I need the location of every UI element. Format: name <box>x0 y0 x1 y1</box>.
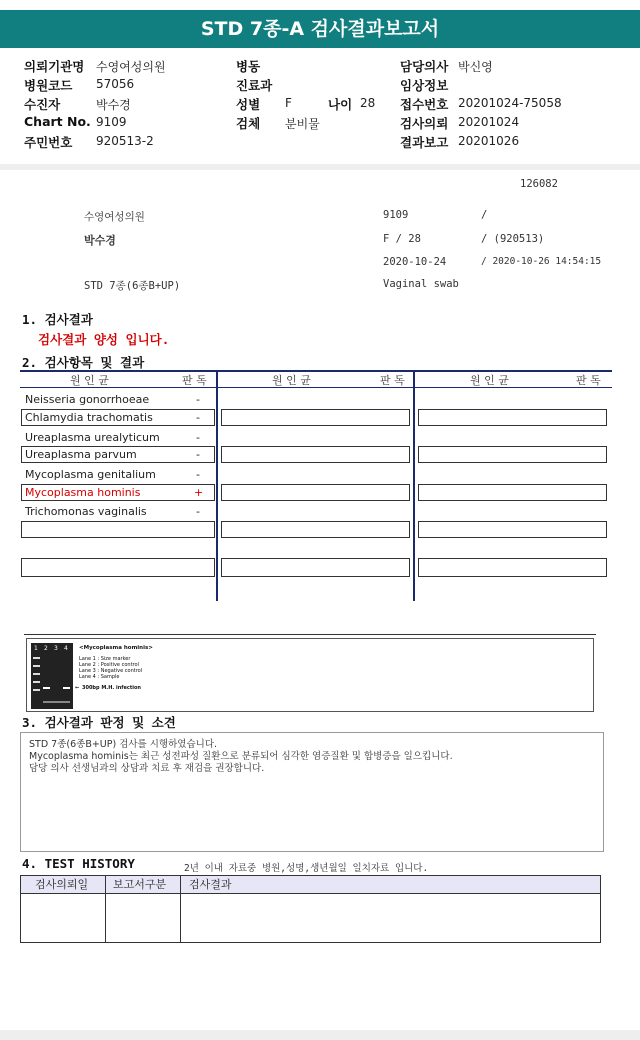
label-ward: 병동 <box>236 59 261 74</box>
label-hospital-code: 병원코드 <box>24 78 73 93</box>
item-result: - <box>196 393 200 406</box>
label-department: 진료과 <box>236 78 273 93</box>
opinion-line: Mycoplasma hominis는 최근 성전파성 질환으로 분류되어 심각한 염증질환 및 합병증을 일으킵니다. <box>29 751 453 762</box>
table-divider-1 <box>216 370 218 601</box>
value-patient: 박수경 <box>96 98 131 112</box>
value-request-date: 20201024 <box>458 115 520 129</box>
judge-header-3: 판 독 <box>576 374 601 387</box>
gel-band <box>33 681 40 683</box>
empty-row-box <box>21 521 215 538</box>
value-receipt-no: 20201024-75058 <box>458 96 562 110</box>
value-hospital: 수영여성의원 <box>96 60 166 74</box>
positive-item-result: + <box>194 486 204 499</box>
item-name: Ureaplasma urealyticum <box>25 431 160 444</box>
judge-header-2: 판 독 <box>380 374 405 387</box>
report-header <box>0 52 640 165</box>
item-name: Ureaplasma parvum <box>25 448 137 461</box>
item-name: Chlamydia trachomatis <box>25 411 153 424</box>
info-report-time: / 2020-10-26 14:54:15 <box>481 256 602 267</box>
value-chart-no: 9109 <box>96 115 127 129</box>
label-request-date: 검사의뢰 <box>400 116 449 131</box>
item-name: Mycoplasma genitalium <box>25 468 156 481</box>
label-clinical-info: 임상정보 <box>400 78 449 93</box>
info-chart: 9109 <box>383 209 409 221</box>
report-title: STD 7종-A 검사결과보고서 <box>0 10 640 48</box>
gel-band <box>43 701 70 703</box>
info-hospital: 수영여성의원 <box>84 211 145 223</box>
gel-legend: Lane 1 : Size marker <box>79 656 131 662</box>
history-col-report-type: 보고서구분 <box>113 878 167 891</box>
gel-band <box>43 687 50 689</box>
header-separator <box>0 164 640 170</box>
empty-row-box <box>418 484 607 501</box>
history-table <box>20 875 601 943</box>
info-sex-age: F / 28 <box>383 233 421 245</box>
item-result: - <box>196 431 200 444</box>
gel-band-label: 300bp M.H. infection <box>82 685 141 691</box>
label-patient: 수진자 <box>24 97 61 112</box>
gel-band <box>33 673 40 675</box>
positive-item-name: Mycoplasma hominis <box>25 486 141 499</box>
empty-row-box <box>221 446 410 463</box>
gel-legend: Lane 3 : Negative control <box>79 668 143 674</box>
info-patient: 박수경 <box>84 234 116 247</box>
info-date: 2020-10-24 <box>383 256 447 268</box>
value-age: 28 <box>360 96 376 110</box>
label-resident-no: 주민번호 <box>24 135 73 150</box>
value-resident-no: 920513-2 <box>96 134 154 148</box>
gel-legend: Lane 4 : Sample <box>79 674 120 680</box>
opinion-line: 담당 의사 선생님과의 상담과 치료 후 재검을 권장합니다. <box>29 763 265 774</box>
report-code: 126082 <box>520 178 558 190</box>
lane-number: 1 <box>34 645 38 652</box>
history-divider <box>105 876 106 942</box>
info-slash: / <box>481 209 488 221</box>
value-report-date: 20201026 <box>458 134 520 148</box>
label-chart-no: Chart No. <box>24 114 91 129</box>
value-sex: F <box>285 96 292 110</box>
history-col-request-date: 검사의뢰일 <box>35 878 89 891</box>
history-header <box>21 876 600 894</box>
gel-band <box>63 687 70 689</box>
label-receipt-no: 접수번호 <box>400 97 449 112</box>
empty-row-box <box>418 409 607 426</box>
gel-top-rule <box>24 634 596 635</box>
label-age: 나이 <box>328 97 353 112</box>
label-hospital: 의뢰기관명 <box>24 59 85 74</box>
section4-title: 4. TEST HISTORY <box>22 856 135 871</box>
section3-title: 3. 검사결과 판정 및 소견 <box>22 715 176 730</box>
value-doctor: 박신영 <box>458 60 493 74</box>
history-divider <box>180 876 181 942</box>
col-header-2: 원 인 균 <box>272 374 311 387</box>
label-specimen: 검체 <box>236 116 261 131</box>
info-test-name: STD 7종(6종B+UP) <box>84 280 181 292</box>
lane-number: 4 <box>64 645 68 652</box>
section1-title: 1. 검사결과 <box>22 312 93 327</box>
table-divider-2 <box>413 370 415 601</box>
opinion-box <box>20 732 604 852</box>
item-result: - <box>196 505 200 518</box>
lane-number: 2 <box>44 645 48 652</box>
history-note: 2년 이내 자료중 병원,성명,생년월일 일치자료 입니다. <box>184 863 429 874</box>
empty-row-box <box>221 558 410 577</box>
section2-title: 2. 검사항목 및 결과 <box>22 355 145 370</box>
empty-row-box <box>221 484 410 501</box>
empty-row-box <box>418 558 607 577</box>
gel-figure <box>26 638 594 712</box>
label-sex: 성별 <box>236 97 261 112</box>
item-name: Trichomonas vaginalis <box>25 505 147 518</box>
gel-title: <Mycoplasma hominis> <box>79 645 153 651</box>
empty-row-box <box>418 521 607 538</box>
empty-row-box <box>418 446 607 463</box>
gel-arrow: ← <box>75 685 80 691</box>
empty-row-box <box>221 521 410 538</box>
positive-result-text: 검사결과 양성 입니다. <box>38 332 170 347</box>
info-birth: / (920513) <box>481 233 545 245</box>
gel-band <box>33 665 40 667</box>
item-result: - <box>196 411 200 424</box>
gel-legend: Lane 2 : Positive control <box>79 662 139 668</box>
opinion-line: STD 7종(6종B+UP) 검사를 시행하였습니다. <box>29 739 218 750</box>
label-report-date: 결과보고 <box>400 135 449 150</box>
gel-image <box>31 643 73 709</box>
item-result: - <box>196 448 200 461</box>
info-specimen: Vaginal swab <box>383 278 459 290</box>
item-name: Neisseria gonorrhoeae <box>25 393 150 406</box>
empty-row-box <box>221 409 410 426</box>
item-result: - <box>196 468 200 481</box>
value-specimen: 분비물 <box>285 117 320 131</box>
col-header-1: 원 인 균 <box>70 374 109 387</box>
footer-band <box>0 1030 640 1040</box>
empty-row-box <box>21 558 215 577</box>
history-col-result: 검사결과 <box>189 878 232 891</box>
value-hospital-code: 57056 <box>96 77 135 91</box>
gel-band <box>33 657 40 659</box>
gel-band <box>33 689 40 691</box>
lane-number: 3 <box>54 645 58 652</box>
label-doctor: 담당의사 <box>400 59 449 74</box>
col-header-3: 원 인 균 <box>470 374 509 387</box>
judge-header-1: 판 독 <box>182 374 207 387</box>
